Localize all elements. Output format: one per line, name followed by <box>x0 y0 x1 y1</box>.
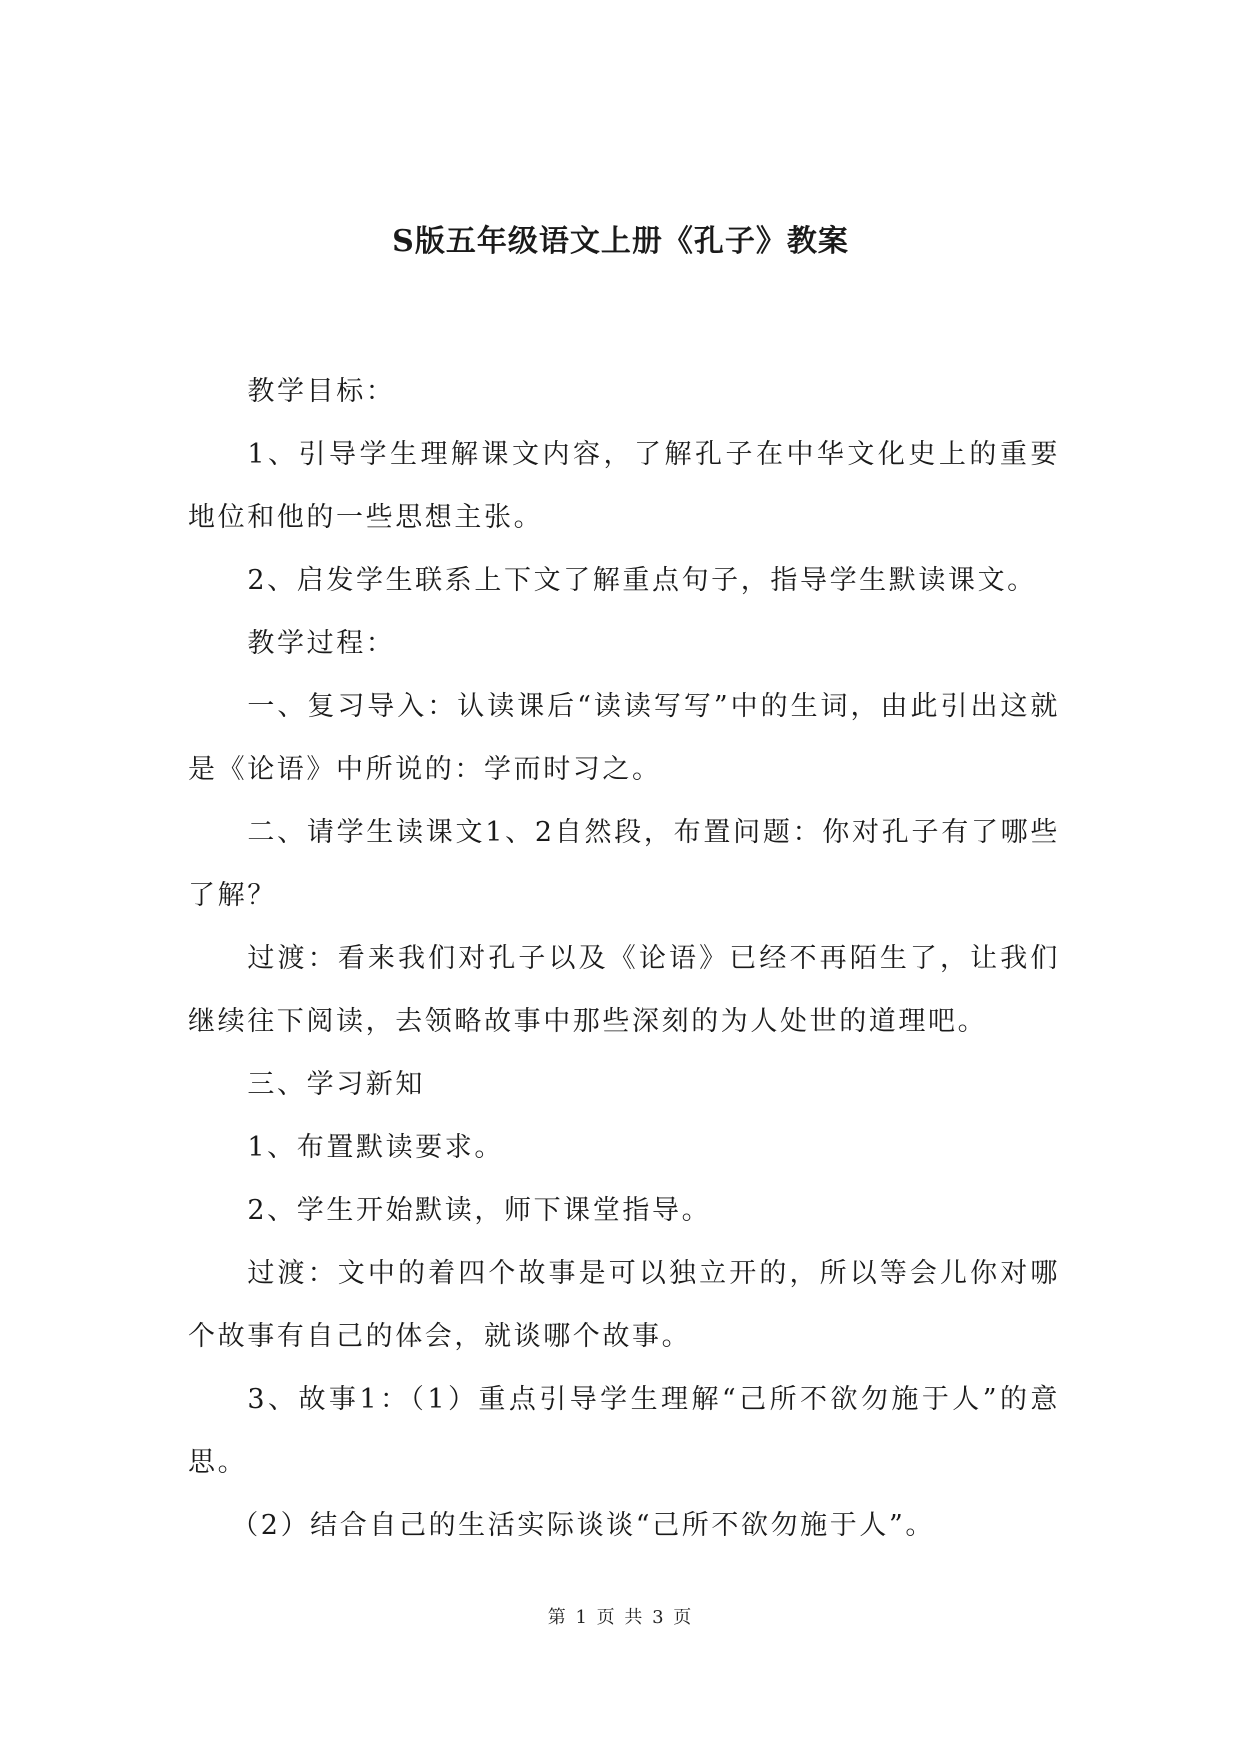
process-substep: 2、学生开始默读，师下课堂指导。 <box>247 1195 712 1226</box>
process-substep: 1、布置默读要求。 <box>247 1132 504 1163</box>
process-step: 三、学习新知 <box>247 1069 425 1100</box>
process-step: 二、请学生读课文1、2自然段，布置问题：你对孔子有了哪些了解？ <box>188 817 1060 911</box>
document-body <box>188 360 1060 1557</box>
page-number-footer <box>0 1606 1241 1630</box>
section-heading-process: 教学过程： <box>247 628 396 659</box>
process-substep: （2）结合自己的生活实际谈谈“己所不欲勿施于人”。 <box>231 1510 935 1541</box>
transition-paragraph: 过渡：看来我们对孔子以及《论语》已经不再陌生了，让我们继续往下阅读，去领略故事中那些深刻的为人处世的道理吧。 <box>188 943 1060 1037</box>
section-heading-objectives: 教学目标： <box>247 376 396 407</box>
process-substep: 3、故事1：（1）重点引导学生理解“己所不欲勿施于人”的意思。 <box>188 1384 1060 1478</box>
page-title: S版五年级语文上册《孔子》教案 <box>392 224 849 259</box>
process-step: 一、复习导入：认读课后“读读写写”中的生词，由此引出这就是《论语》中所说的：学而时习之。 <box>188 691 1060 785</box>
objective-item: 2、启发学生联系上下文了解重点句子，指导学生默读课文。 <box>247 565 1037 596</box>
transition-paragraph: 过渡：文中的着四个故事是可以独立开的，所以等会儿你对哪个故事有自己的体会，就谈哪个故事。 <box>188 1258 1060 1352</box>
page-number-text: 第 1 页 共 3 页 <box>547 1607 694 1628</box>
objective-item: 1、引导学生理解课文内容，了解孔子在中华文化史上的重要地位和他的一些思想主张。 <box>188 439 1060 533</box>
